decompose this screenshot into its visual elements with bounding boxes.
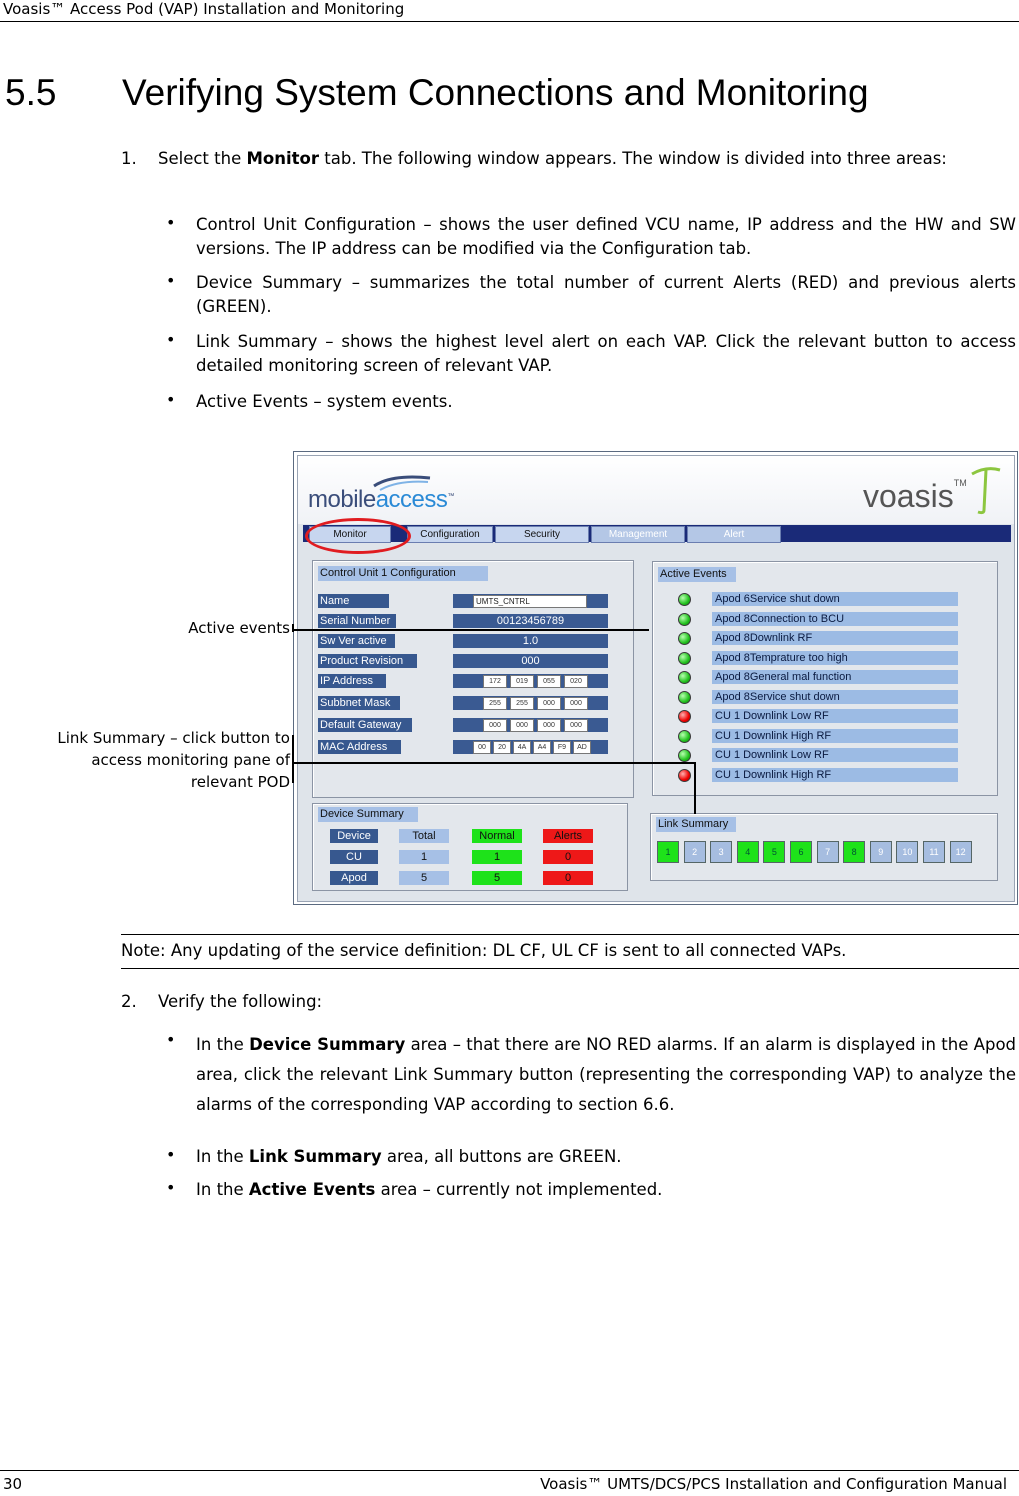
apod-total: 5 — [399, 871, 449, 885]
event-status-icon — [678, 769, 691, 782]
apod-normal: 5 — [472, 871, 522, 885]
event-status-icon — [678, 691, 691, 704]
callout-leader-link-v — [694, 762, 696, 814]
rev-label: Product Revision — [318, 654, 417, 668]
event-item: CU 1 Downlink High RF — [712, 729, 958, 743]
mac-byte[interactable]: F9 — [553, 741, 571, 754]
link-button-12[interactable]: 12 — [950, 841, 972, 863]
link-summary-panel — [650, 813, 998, 881]
sw-value: 1.0 — [453, 634, 608, 648]
mask-label: Subbnet Mask — [318, 696, 400, 710]
apod-alerts: 0 — [543, 871, 593, 885]
brand-bar — [298, 456, 1014, 524]
callout-leader-link-h — [292, 762, 696, 764]
monitor-tab-highlight — [305, 518, 411, 554]
gateway-octet[interactable]: 000 — [510, 719, 534, 732]
ip-octet[interactable]: 020 — [564, 675, 588, 688]
logo-tm: ™ — [447, 493, 454, 500]
bullet-link-summary: Link Summary – shows the highest level alert on each VAP. Click the relevant button to access detailed monitoring screen of relevant VAP. — [196, 332, 1016, 375]
bullet-device-check — [196, 1030, 1016, 1120]
bullet-active-events: Active Events – system events. — [196, 392, 453, 411]
section-heading — [5, 72, 869, 114]
step-1-pre: Select the — [158, 149, 247, 168]
event-status-icon — [678, 632, 691, 645]
note-text: Note: Any updating of the service definition: DL CF, UL CF is sent to all connected VAPs. — [121, 941, 847, 960]
header-rule — [0, 21, 1019, 22]
mac-byte[interactable]: AD — [573, 741, 591, 754]
link-button-9[interactable]: 9 — [870, 841, 892, 863]
b3-bold: Active Events — [248, 1180, 376, 1199]
monitor-screenshot — [293, 451, 1018, 905]
step-2-number: 2. — [121, 992, 137, 1011]
event-status-icon — [678, 710, 691, 723]
bullet-marker: • — [166, 271, 176, 290]
event-item: Apod 6Service shut down — [712, 592, 958, 606]
logo-part: mobile — [308, 486, 376, 513]
antenna-icon — [968, 466, 1004, 516]
bullet-link-check — [196, 1145, 1016, 1169]
total-header: Total — [399, 829, 449, 843]
device-row-apod: Apod — [330, 871, 378, 885]
ip-field — [453, 674, 608, 688]
rev-value: 000 — [453, 654, 608, 668]
link-button-1[interactable]: 1 — [657, 841, 679, 863]
link-button-8[interactable]: 8 — [843, 841, 865, 863]
serial-value: 00123456789 — [453, 614, 608, 628]
cu-total: 1 — [399, 850, 449, 864]
event-item: Apod 8Temprature too high — [712, 651, 958, 665]
step-1-bold: Monitor — [246, 149, 320, 168]
callout-active-events: Active events — [188, 619, 290, 637]
footer-title: Voasis™ UMTS/DCS/PCS Installation and Configuration Manual — [540, 1475, 1007, 1493]
tab-management[interactable]: Management — [591, 526, 685, 543]
link-button-11[interactable]: 11 — [923, 841, 945, 863]
bullet-marker: • — [166, 1030, 176, 1049]
step-2-text: Verify the following: — [158, 992, 323, 1011]
link-button-6[interactable]: 6 — [790, 841, 812, 863]
step-1-text — [158, 147, 1016, 171]
mac-label: MAC Address — [318, 740, 401, 754]
callout-line: Link Summary – click button to — [57, 729, 290, 747]
gateway-field — [453, 718, 608, 732]
bullet-marker: • — [166, 390, 176, 409]
mac-byte[interactable]: 00 — [473, 741, 491, 754]
tab-configuration[interactable]: Configuration — [407, 526, 493, 543]
step-1-number: 1. — [121, 149, 137, 168]
gateway-label: Default Gateway — [318, 718, 412, 732]
callout-line: access monitoring pane of — [91, 751, 290, 769]
event-item: CU 1 Downlink Low RF — [712, 748, 958, 762]
mask-field — [453, 696, 608, 710]
b1-pre: In the — [196, 1035, 250, 1054]
event-status-icon — [678, 749, 691, 762]
b3-post: area – currently not implemented. — [375, 1180, 663, 1199]
section-title: Verifying System Connections and Monitoring — [122, 72, 869, 113]
name-input[interactable]: UMTS_CNTRL — [473, 595, 587, 608]
logo-part: access — [375, 486, 448, 513]
mac-byte[interactable]: A4 — [533, 741, 551, 754]
link-button-5[interactable]: 5 — [763, 841, 785, 863]
b2-pre: In the — [196, 1147, 249, 1166]
link-button-2[interactable]: 2 — [684, 841, 706, 863]
callout-tick — [292, 735, 294, 783]
mobileaccess-logo — [308, 486, 454, 514]
logo-part: voasis — [863, 478, 954, 514]
link-buttons — [657, 841, 987, 863]
mask-octet[interactable]: 000 — [537, 697, 561, 710]
bullet-marker: • — [166, 330, 176, 349]
gateway-octet[interactable]: 000 — [537, 719, 561, 732]
link-button-4[interactable]: 4 — [737, 841, 759, 863]
bullet-marker: • — [166, 1178, 176, 1197]
section-number: 5.5 — [5, 72, 57, 113]
logo-tm: TM — [953, 478, 967, 488]
device-summary-panel — [312, 803, 628, 891]
event-status-icon — [678, 730, 691, 743]
b3-pre: In the — [196, 1180, 249, 1199]
alerts-header: Alerts — [543, 829, 593, 843]
page-number: 30 — [3, 1475, 23, 1493]
step-1-post: tab. The following window appears. The window is divided into three areas: — [319, 149, 947, 168]
active-events-panel — [652, 561, 998, 796]
footer-rule — [0, 1470, 1019, 1471]
ip-label: IP Address — [318, 674, 386, 688]
link-button-3[interactable]: 3 — [710, 841, 732, 863]
sw-label: Sw Ver active — [318, 634, 395, 648]
bullet-marker: • — [166, 213, 176, 232]
panel-title: Active Events — [658, 567, 736, 582]
gateway-octet[interactable]: 000 — [483, 719, 507, 732]
mac-byte[interactable]: 20 — [493, 741, 511, 754]
event-item: Apod 8General mal function — [712, 670, 958, 684]
b1-post: area – that there are NO RED alarms. If an alarm is displayed in the Apod area, click the relevant Link Summary button (representing the corresponding VAP) to analyze the alarms of the corresponding VAP according to section 6.6. — [196, 1035, 1017, 1114]
mac-byte[interactable]: 4A — [513, 741, 531, 754]
event-item: Apod 8Connection to BCU — [712, 612, 958, 626]
tab-alert[interactable]: Alert — [687, 526, 781, 543]
panel-title: Device Summary — [318, 807, 418, 822]
voasis-logo — [863, 478, 967, 515]
callout-leader-active — [292, 629, 649, 631]
b1-bold: Device Summary — [249, 1035, 406, 1054]
running-header: Voasis™ Access Pod (VAP) Installation and Monitoring — [3, 0, 405, 18]
gateway-octet[interactable]: 000 — [564, 719, 588, 732]
event-item: CU 1 Downlink Low RF — [712, 709, 958, 723]
event-status-icon — [678, 613, 691, 626]
tab-security[interactable]: Security — [495, 526, 589, 543]
event-item: Apod 8Downlink RF — [712, 631, 958, 645]
device-header: Device — [330, 829, 378, 843]
bullet-cu-config: Control Unit Configuration – shows the user defined VCU name, IP address and the HW and SW versions. The IP address can be modified via the Configuration tab. — [196, 215, 1016, 258]
mask-octet[interactable]: 000 — [564, 697, 588, 710]
mask-octet[interactable]: 255 — [483, 697, 507, 710]
link-button-7[interactable]: 7 — [817, 841, 839, 863]
b2-bold: Link Summary — [248, 1147, 382, 1166]
name-field-wrap — [453, 594, 608, 608]
bullet-marker: • — [166, 1145, 176, 1164]
ip-octet[interactable]: 019 — [510, 675, 534, 688]
link-button-10[interactable]: 10 — [896, 841, 918, 863]
event-item: CU 1 Downlink High RF — [712, 768, 958, 782]
cu-alerts: 0 — [543, 850, 593, 864]
bullet-device-summary: Device Summary – summarizes the total number of current Alerts (RED) and previous alerts (GREEN). — [196, 273, 1016, 316]
cu-normal: 1 — [472, 850, 522, 864]
device-row-cu: CU — [330, 850, 378, 864]
bullet-events-check — [196, 1178, 1016, 1202]
callout-line: relevant POD — [190, 773, 290, 791]
note-box — [121, 934, 1019, 969]
serial-label: Serial Number — [318, 614, 396, 628]
b2-post: area, all buttons are GREEN. — [381, 1147, 622, 1166]
event-status-icon — [678, 671, 691, 684]
panel-title: Link Summary — [656, 817, 736, 832]
mask-octet[interactable]: 255 — [510, 697, 534, 710]
mac-field — [453, 740, 608, 754]
event-status-icon — [678, 652, 691, 665]
event-item: Apod 8Service shut down — [712, 690, 958, 704]
name-label: Name — [318, 594, 389, 608]
callout-tick — [292, 624, 294, 632]
panel-title: Control Unit 1 Configuration — [318, 566, 488, 581]
ip-octet[interactable]: 055 — [537, 675, 561, 688]
callout-link-summary — [10, 727, 290, 793]
tab-monitor[interactable]: Monitor — [309, 526, 391, 543]
ip-octet[interactable]: 172 — [483, 675, 507, 688]
event-status-icon — [678, 593, 691, 606]
normal-header: Normal — [472, 829, 522, 843]
